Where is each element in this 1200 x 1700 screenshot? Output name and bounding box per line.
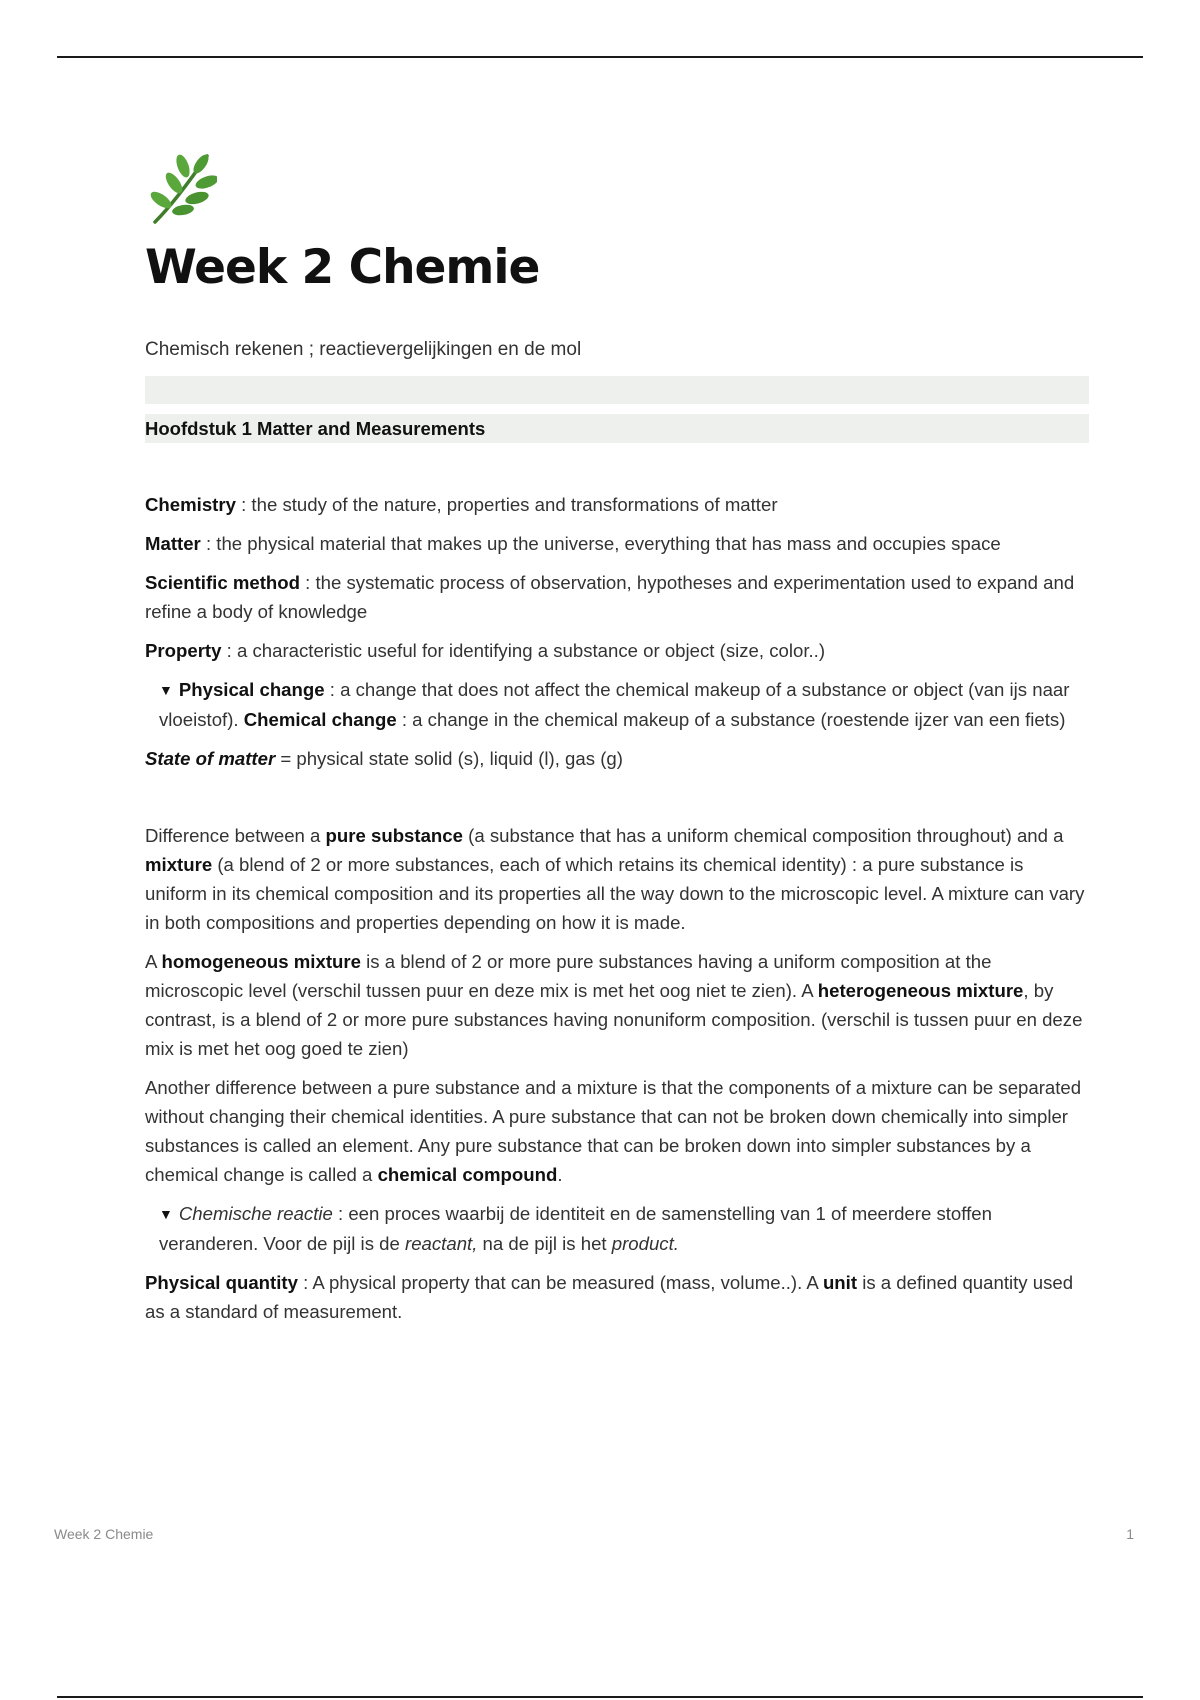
definition-chemistry [145,490,1089,519]
definition-text: : a change in the chemical makeup of a substance (roestende ijzer van een fiets) [396,709,1066,730]
term-mixture: mixture [145,854,213,875]
text-run: (a substance that has a uniform chemical composition throughout) and a [462,825,1064,846]
text-run: (a blend of 2 or more substances, each of which retains its chemical identity) : a pure substance is uniform in its chemical composition and its properties all the way down to the microscopic level. A mixture can vary in both compositions and properties depending on how it is made. [145,854,1085,933]
toggle-triangle-icon[interactable]: ▼ [159,1206,173,1222]
definition-state-of-matter [145,744,1089,773]
leaf-icon [147,150,217,226]
definition-text: : a change that does not affect the chemical makeup of a substance or object (van ijs naar vloeistof). [159,679,1070,730]
page-subtitle: Chemisch rekenen ; reactievergelijkingen en de mol [145,339,582,360]
text-run: Difference between a [145,825,326,846]
text-run: . [557,1164,563,1185]
term-pure-substance: pure substance [325,825,463,846]
toggle-chemische-reactie[interactable] [145,1199,1089,1258]
text-run: , by contrast, is a blend of 2 or more pure substances having nonuniform composition. (verschil is tussen puur en deze mix is met het oog goed te zien) [145,980,1083,1059]
definition-physical-quantity [145,1268,1089,1326]
definition-text: = physical state solid (s), liquid (l), gas (g) [275,748,623,769]
text-run: : A physical property that can be measured (mass, volume..). A [297,1272,823,1293]
page-content [145,150,1089,1326]
page-title: Week 2 Chemie [145,240,540,295]
definition-scientific-method [145,568,1089,626]
text-run: : een proces waarbij de identiteit en de samenstelling van 1 of meerdere stoffen veranderen. Voor de pijl is de [159,1203,992,1254]
paragraph-homogeneous-mixture [145,947,1089,1063]
text-run: na de pijl is het [477,1233,612,1254]
bottom-rule [57,1696,1143,1698]
definition-property [145,636,1089,665]
paragraph-another-difference [145,1073,1089,1189]
empty-callout [145,376,1089,404]
section-heading: Hoofdstuk 1 Matter and Measurements [145,414,1089,443]
term-property: Property [145,640,222,661]
text-run: is a defined quantity used as a standard of measurement. [145,1272,1074,1322]
term-physical-change: Physical change [178,679,325,700]
top-rule [57,56,1143,58]
text-run: is a blend of 2 or more pure substances having a uniform composition at the microscopic level (verschil tussen puur en deze mix is met het oog niet te zien). A [145,951,992,1001]
term-scientific-method: Scientific method [145,572,300,593]
toggle-triangle-icon[interactable]: ▼ [159,682,173,698]
notes-body [145,490,1089,1326]
term-chemistry: Chemistry [145,494,236,515]
term-unit: unit [822,1272,858,1293]
term-product: product. [611,1233,679,1254]
term-state-of-matter: State of matter [145,748,276,769]
definition-text: : the study of the nature, properties and transformations of matter [235,494,778,515]
text-run: Another difference between a pure substance and a mixture is that the components of a mixture can be separated without changing their chemical identities. A pure substance that can not be broken down chemically into simpler substances is called an element. Any pure substance that can be broken down into simpler substances by a chemical change is called a [145,1077,1082,1185]
term-chemical-change: Chemical change [243,709,397,730]
term-physical-quantity: Physical quantity [145,1272,298,1293]
term-reactant: reactant, [405,1233,478,1254]
toggle-physical-change[interactable] [145,675,1089,734]
definition-text: : the systematic process of observation, hypotheses and experimentation used to expand and refine a body of knowledge [145,572,1075,622]
term-heterogeneous-mixture: heterogeneous mixture [817,980,1024,1001]
term-chemical-compound: chemical compound [377,1164,558,1185]
paragraph-pure-substance [145,821,1089,937]
term-homogeneous-mixture: homogeneous mixture [161,951,361,972]
definition-matter [145,529,1089,558]
text-run: A [145,951,162,972]
term-matter: Matter [145,533,201,554]
footer-title: Week 2 Chemie [54,1526,154,1542]
term-chemische-reactie: Chemische reactie [178,1203,333,1224]
definition-text: : the physical material that makes up the universe, everything that has mass and occupies space [200,533,1001,554]
footer-page-number: 1 [1126,1526,1134,1542]
definition-text: : a characteristic useful for identifying a substance or object (size, color..) [221,640,826,661]
